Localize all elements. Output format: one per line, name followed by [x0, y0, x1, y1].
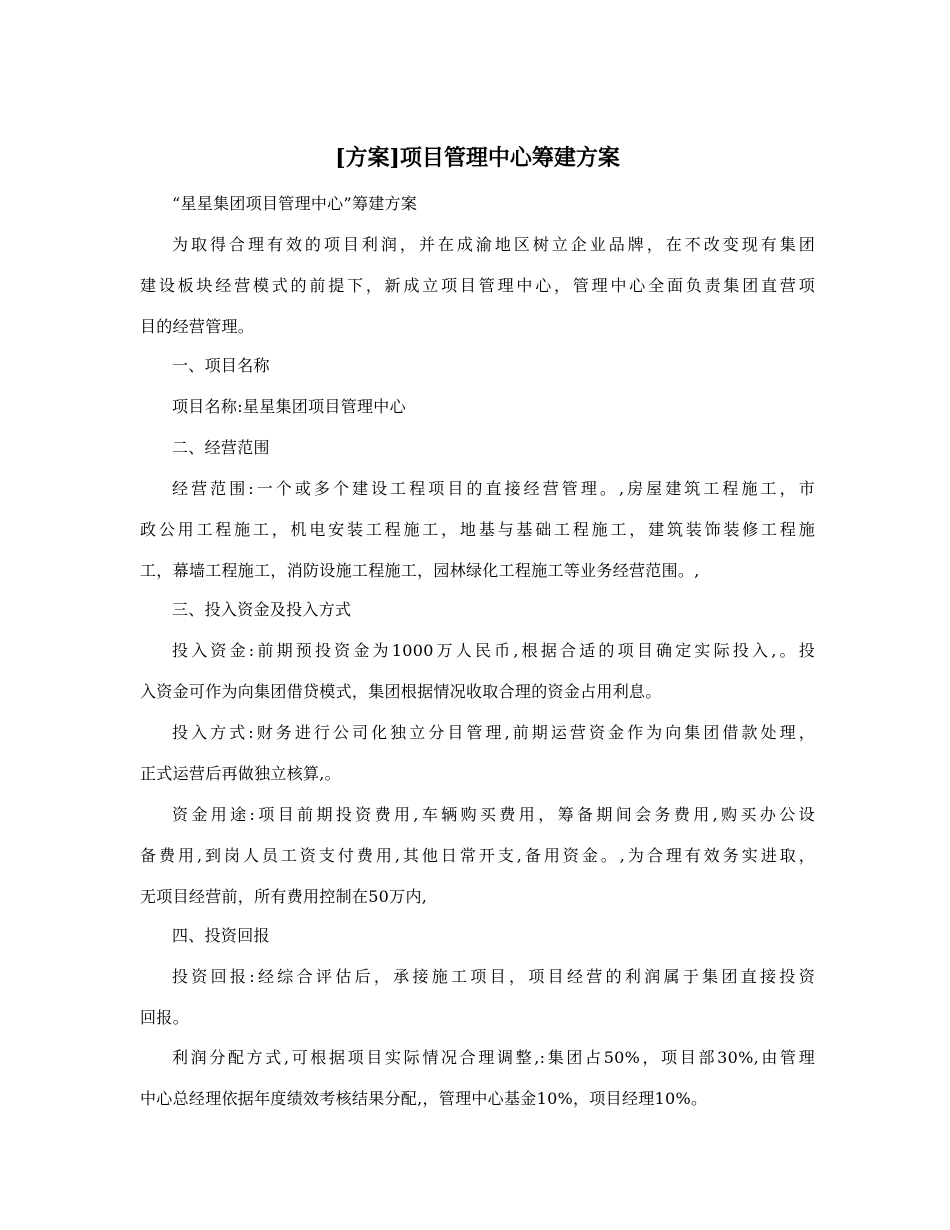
document-title: [方案]项目管理中心筹建方案 — [335, 145, 620, 171]
paragraph — [140, 427, 815, 468]
paragraph-line: 二、经营范围 — [172, 438, 270, 457]
paragraph — [140, 915, 815, 956]
paragraph-line: 项目名称:星星集团项目管理中心 — [172, 397, 406, 416]
paragraph-line: 工，幕墙工程施工，消防设施工程施工，园林绿化工程施工等业务经营范围。, — [140, 561, 700, 580]
paragraph-line: 资金用途:项目前期投资费用,车辆购买费用，筹备期间会务费用,购买办公设 — [172, 805, 815, 824]
paragraph-line: 入资金可作为向集团借贷模式，集团根据情况收取合理的资金占用利息。 — [140, 682, 662, 701]
paragraph-line: “星星集团项目管理中心”筹建方案 — [172, 194, 418, 213]
paragraph-line: 回报。 — [140, 1008, 189, 1027]
paragraph-line: 投入方式:财务进行公司化独立分目管理,前期运营资金作为向集团借款处理， — [172, 723, 815, 742]
paragraph-line: 政公用工程施工，机电安装工程施工，地基与基础工程施工，建筑装饰装修工程施 — [140, 520, 815, 539]
paragraph-line: 三、投入资金及投入方式 — [172, 600, 352, 619]
paragraph — [140, 956, 815, 1038]
paragraph-line: 利润分配方式,可根据项目实际情况合理调整,:集团占50%，项目部30%,由管理 — [172, 1048, 815, 1067]
paragraph-line: 无项目经营前，所有费用控制在50万内, — [140, 887, 428, 906]
paragraph — [140, 183, 815, 224]
paragraph-line: 备费用,到岗人员工资支付费用,其他日常开支,备用资金。,为合理有效务实进取， — [140, 846, 815, 865]
paragraph — [140, 1037, 815, 1119]
paragraph — [140, 630, 815, 712]
paragraph-line: 四、投资回报 — [172, 926, 270, 945]
paragraph — [140, 712, 815, 794]
paragraph-line: 目的经营管理。 — [140, 317, 255, 336]
paragraph-line: 经营范围:一个或多个建设工程项目的直接经营管理。,房屋建筑工程施工，市 — [172, 479, 815, 498]
paragraph-line: 正式运营后再做独立核算,。 — [140, 764, 341, 783]
paragraph-line: 为取得合理有效的项目利润，并在成渝地区树立企业品牌，在不改变现有集团 — [172, 235, 815, 254]
paragraph — [140, 589, 815, 630]
paragraph — [140, 386, 815, 427]
paragraph-line: 建设板块经营模式的前提下，新成立项目管理中心，管理中心全面负责集团直营项 — [140, 276, 815, 295]
paragraph — [140, 224, 815, 347]
paragraph-line: 投资回报:经综合评估后，承接施工项目，项目经营的利润属于集团直接投资 — [172, 967, 815, 986]
paragraph-line: 投入资金:前期预投资金为1000万人民币,根据合适的项目确定实际投入,。投 — [172, 641, 815, 660]
paragraph — [140, 345, 815, 386]
paragraph-line: 一、项目名称 — [172, 356, 270, 375]
paragraph-line: 中心总经理依据年度绩效考核结果分配,，管理中心基金10%，项目经理10%。 — [140, 1089, 708, 1108]
paragraph — [140, 794, 815, 917]
paragraph — [140, 468, 815, 591]
